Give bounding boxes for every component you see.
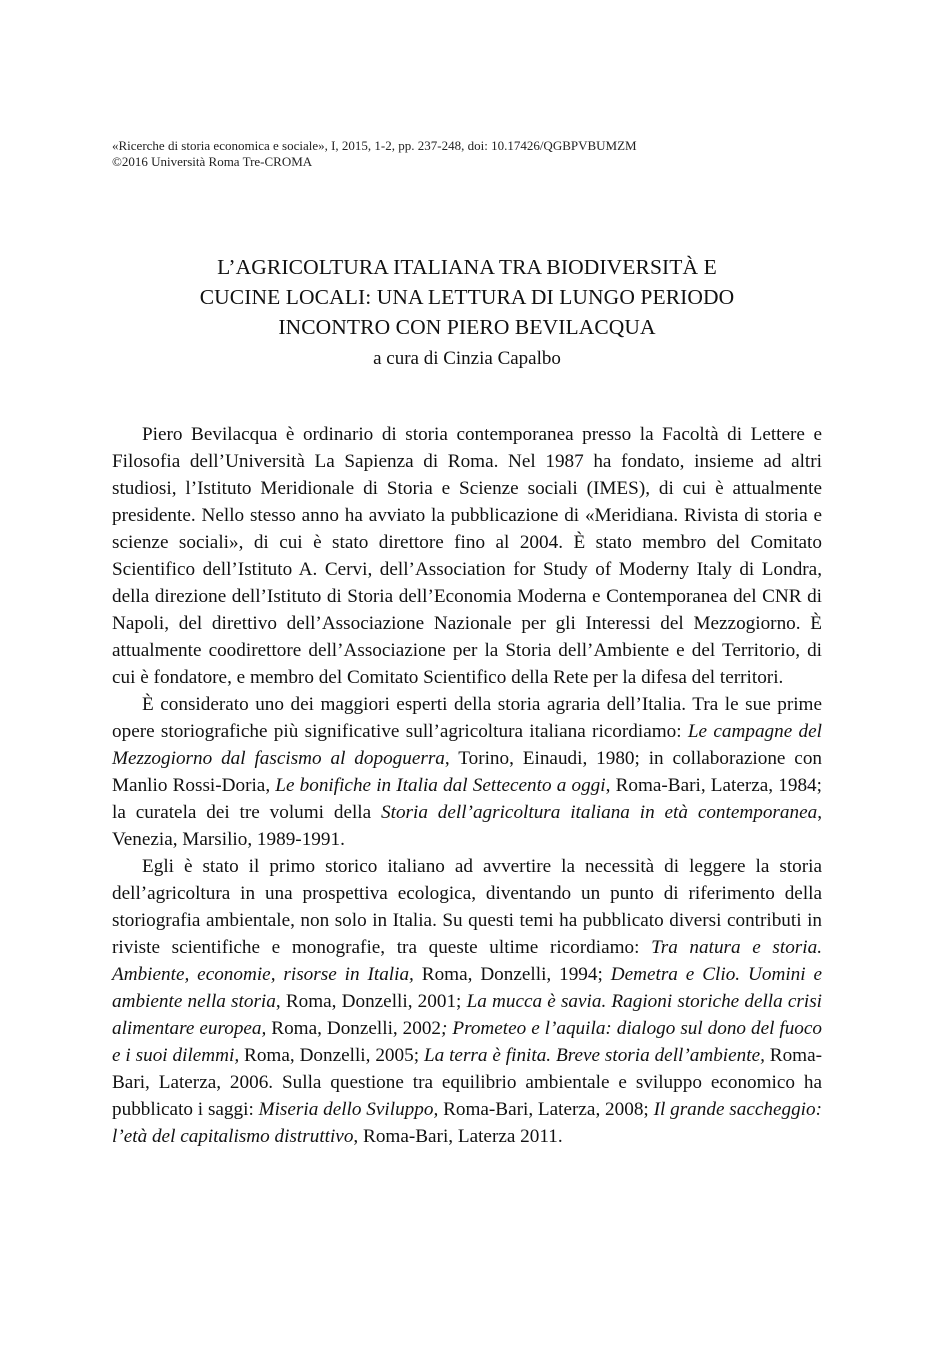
article-title-block — [112, 252, 822, 372]
body-text-run: Piero Bevilacqua è ordinario di storia contemporanea presso la Facoltà di Lettere e Filosofia dell’Università La Sapienza di Roma. Nel 1987 ha fondato, insieme ad altri studiosi, l’Istituto Meridionale di Storia e Scienze sociali (IMES), di cui è attualmente presidente. Nello stesso anno ha avviato la pubblicazione di «Meridiana. Rivista di storia e scienze sociali», di cui è stato direttore fino al 2004. È stato membro del Comitato Scientifico dell’Istituto A. Cervi, dell’Association for Study of Moderny Italy di Londra, della direzione dell’Istituto di Storia dell’Economia Moderna e Contemporanea del CNR di Napoli, del direttivo dell’Associazione Nazionale per gli Interessi del Mezzogiorno. È attualmente coodirettore dell’Associazione per la Storia dell’Ambiente e del Territorio, di cui è fondatore, e membro del Comitato Scientifico della Rete per la difesa del territori. — [112, 424, 822, 688]
italic-title-text: Demetra e Clio. Uomini e ambiente nella storia — [112, 964, 823, 1012]
article-body — [112, 421, 822, 1150]
italic-title-text: La mucca è savia. Ragioni storiche della crisi alimentare europea, — [112, 991, 823, 1039]
body-text-run: È considerato uno dei maggiori esperti della storia agraria dell’Italia. Tra le sue prime opere storiografiche più significative sull’agricoltura italiana ricordiamo: — [112, 694, 822, 742]
body-text-run: Roma-Bari, Laterza, 2006. Sulla questione tra equilibrio ambientale e sviluppo economico ha pubblicato i saggi: — [112, 1045, 823, 1120]
body-text-run: Roma, Donzelli, 2002 — [266, 1018, 442, 1039]
italic-title-text: La terra è finita. Breve storia dell’ambiente, — [423, 1045, 765, 1066]
title-line-2: CUCINE LOCALI: UNA LETTURA DI LUNGO PERIODO — [199, 285, 735, 309]
italic-title-text: Tra natura e storia. Ambiente, economie, risorse in Italia, — [112, 937, 822, 985]
italic-title-text: Storia dell’agricoltura italiana in età contemporanea — [381, 802, 818, 823]
italic-title-text: Miseria dello Sviluppo, — [258, 1099, 439, 1120]
body-text-run: , Torino, Einaudi, 1980; in collaborazione con Manlio Rossi-Doria, — [112, 748, 823, 796]
paragraph — [112, 691, 822, 853]
copyright-line: ©2016 Università Roma Tre-CROMA — [112, 154, 313, 169]
paragraph — [112, 853, 822, 1150]
italic-title-text: ; Prometeo e l’aquila: dialogo sul dono del fuoco e i suoi dilemmi, — [112, 1018, 822, 1066]
paragraph — [112, 421, 822, 691]
body-text-run: , Venezia, Marsilio, 1989-1991. — [112, 802, 822, 850]
body-text-run: , Roma, Donzelli, 2001; — [275, 991, 467, 1012]
italic-title-text: Le campagne del Mezzogiorno dal fascismo al dopoguerra — [112, 721, 822, 769]
italic-title-text: Il grande saccheggio: l’età del capitalismo distruttivo — [112, 1099, 822, 1147]
title-line-1: L’AGRICOLTURA ITALIANA TRA BIODIVERSITÀ E — [217, 255, 717, 279]
title-line-3: INCONTRO CON PIERO BEVILACQUA — [278, 315, 656, 339]
body-text-run: Roma, Donzelli, 1994; — [413, 964, 611, 985]
citation-line: «Ricerche di storia economica e sociale», I, 2015, 1-2, pp. 237-248, doi: 10.17426/QGBPVBUMZM — [112, 138, 637, 153]
italic-title-text: Le bonifiche in Italia dal Settecento a oggi — [275, 775, 606, 796]
body-text-run: , Roma-Bari, Laterza 2011. — [353, 1126, 563, 1147]
body-text-run: Roma-Bari, Laterza, 2008; — [438, 1099, 654, 1120]
body-text-run: , Roma-Bari, Laterza, 1984; la curatela dei tre volumi della — [112, 775, 822, 823]
body-text-run: Egli è stato il primo storico italiano ad avvertire la necessità di leggere la storia dell’agricoltura in una prospettiva ecologica, diventando un punto di riferimento della storiografia ambientale, non solo in Italia. Su questi temi ha pubblicato diversi contributi in riviste scientifiche e monografie, tra queste ultime ricordiamo: — [112, 856, 822, 958]
journal-citation — [112, 138, 812, 170]
editor-line: a cura di Cinzia Capalbo — [373, 348, 561, 369]
body-text-run: Roma, Donzelli, 2005; — [239, 1045, 424, 1066]
